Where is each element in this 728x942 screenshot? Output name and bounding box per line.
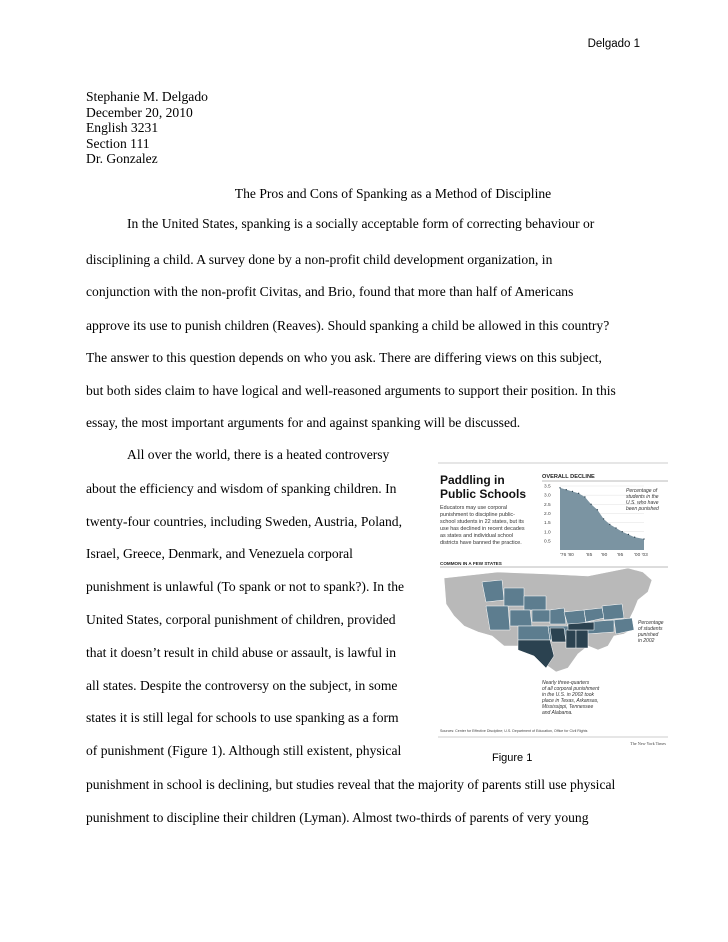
instructor-name: Dr. Gonzalez	[86, 151, 158, 167]
data-point	[566, 489, 567, 490]
body-line: In the United States, spanking is a socially acceptable form of correcting behaviour or	[127, 216, 595, 231]
bottom-note-line: Mississippi, Tennessee	[542, 704, 594, 710]
chart-note-line: Percentage of	[626, 488, 658, 494]
blurb-line: use has declined in recent decades	[440, 526, 525, 532]
body-line: about the efficiency and wisdom of spanking children. In	[86, 481, 397, 496]
body-line: approve its use to punish children (Reaves). Should spanking a child be allowed in this country?	[86, 318, 610, 333]
map-note-line: Percentage	[638, 620, 664, 626]
y-tick: 2.5	[544, 502, 551, 508]
data-point	[584, 496, 585, 497]
map-note-line: in 2002	[638, 638, 655, 644]
paper-date: December 20, 2010	[86, 104, 193, 120]
body-line: punishment to discipline their children (Lyman). Almost two-thirds of parents of very young	[86, 810, 589, 825]
body-line: all states. Despite the controversy on the subject, in some	[86, 678, 398, 693]
bottom-note-line: Nearly three-quarters	[542, 680, 590, 686]
paper-title: The Pros and Cons of Spanking as a Method of Discipline	[234, 186, 552, 201]
figure-blurb	[440, 505, 525, 546]
running-head: Delgado 1	[587, 38, 640, 50]
data-point	[603, 518, 604, 519]
data-point	[578, 493, 579, 494]
body-line: of punishment (Figure 1). Although still existent, physical	[86, 743, 402, 758]
data-point	[609, 524, 610, 525]
figure-source: Sources: Center for Effective Discipline; U.S. Department of Education, Office for Civil Rights	[440, 729, 588, 733]
data-point	[622, 531, 623, 532]
body-line: states it is still legal for schools to use spanking as a form	[86, 710, 399, 725]
data-point	[628, 534, 629, 535]
data-point	[559, 487, 560, 488]
chart-x-axis	[560, 552, 648, 558]
map-note-line: punished	[638, 632, 659, 638]
bottom-note-line: in the U.S. in 2002 took	[542, 692, 594, 698]
figure-title-line1: Paddling in	[440, 473, 505, 487]
body-line: United States, corporal punishment of children, provided	[86, 612, 396, 627]
body-line: All over the world, there is a heated controversy	[127, 447, 390, 462]
x-tick: '95	[617, 553, 624, 558]
data-point	[634, 537, 635, 538]
data-point	[597, 509, 598, 510]
bottom-note-line: place in Texas, Arkansas,	[542, 698, 599, 704]
bottom-note-line: and Alabama.	[542, 710, 573, 716]
body-line: conjunction with the non-profit Civitas, and Brio, found that more than half of Americans	[86, 284, 574, 299]
data-point	[615, 527, 616, 528]
chart-note	[626, 488, 659, 512]
map-heading: COMMON IN A FEW STATES	[440, 561, 502, 566]
y-tick: 1.5	[544, 521, 551, 527]
blurb-line: districts have banned the practice.	[440, 540, 522, 546]
body-line: punishment in school is declining, but studies reveal that the majority of parents still use physical	[86, 777, 616, 792]
blurb-line: school students in 22 states, but its	[440, 519, 524, 525]
blurb-line: as states and individual school	[440, 533, 514, 539]
x-tick: '76 '80	[560, 553, 574, 558]
body-line: but both sides claim to have logical and well-reasoned arguments to support their position. In this	[86, 383, 616, 398]
figure-caption: Figure 1	[492, 752, 533, 764]
course-section: Section 111	[86, 135, 150, 151]
data-point	[590, 504, 591, 505]
map-note-line: of students	[638, 626, 663, 632]
blurb-line: punishment to discipline public-	[440, 512, 515, 518]
chart-note-line: been punished	[626, 506, 659, 512]
chart-heading: OVERALL DECLINE	[542, 474, 595, 480]
chart-note-line: U.S. who have	[626, 500, 659, 506]
y-tick: 3.5	[544, 484, 551, 490]
body-line: punishment is unlawful (To spank or not to spank?). In the	[86, 579, 405, 594]
figure-credit: The New York Times	[630, 741, 666, 746]
blurb-line: Educators may use corporal	[440, 505, 508, 511]
body-line: Israel, Greece, Denmark, and Venezuela corporal	[86, 546, 353, 561]
y-tick: 1.0	[544, 530, 551, 536]
y-tick: 0.5	[544, 539, 551, 545]
heading-block	[86, 89, 208, 167]
body-line: disciplining a child. A survey done by a non-profit child development organization, in	[86, 252, 553, 267]
x-tick: '85	[586, 553, 593, 558]
course-name: English 3231	[86, 120, 159, 136]
body-line: essay, the most important arguments for and against spanking will be discussed.	[86, 415, 521, 430]
body-line: twenty-four countries, including Sweden, Austria, Poland,	[86, 514, 403, 529]
body-line: that it doesn’t result in child abuse or assault, is lawful in	[86, 645, 397, 660]
x-tick: '00 '03	[634, 553, 648, 558]
x-tick: '90	[601, 553, 608, 558]
paddling-infographic	[438, 460, 668, 752]
body-line: The answer to this question depends on who you ask. There are differing views on this subject,	[86, 350, 602, 365]
author-name: Stephanie M. Delgado	[86, 89, 208, 104]
y-tick: 2.0	[544, 512, 551, 518]
figure-title-line2: Public Schools	[440, 487, 527, 501]
y-tick: 3.0	[544, 493, 551, 499]
data-point	[643, 538, 644, 539]
chart-note-line: students in the	[626, 494, 659, 500]
data-point	[572, 491, 573, 492]
bottom-note-line: of all corporal punishment	[542, 686, 600, 692]
